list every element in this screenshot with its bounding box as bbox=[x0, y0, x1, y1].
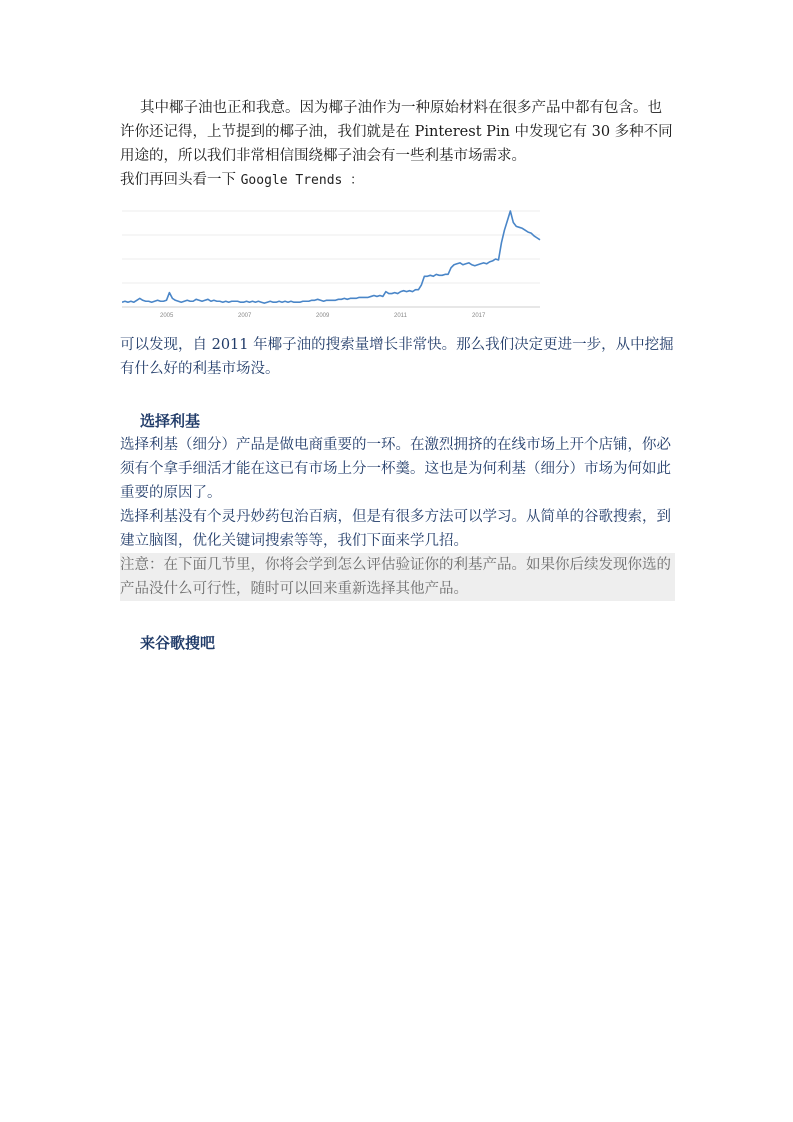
x-tick-label: 2011 bbox=[394, 313, 407, 319]
choose-niche-paragraph-1: 选择利基（细分）产品是做电商重要的一环。在激烈拥挤的在线市场上开个店铺，你必须有个拿手细活才能在这已有市场上分一杯羹。这也是为何利基（细分）市场为何如此重要的原因了。 bbox=[120, 437, 671, 501]
section-heading-google-search: 来谷歌搜吧 bbox=[140, 634, 216, 652]
intro-paragraph: 其中椰子油也正和我意。因为椰子油作为一种原始材料在很多产品中都有包含。也许你还记得，上节提到的椰子油，我们就是在 Pinterest Pin 中发现它有 30 多种不同用途的，所以我们非常相信围绕椰子油会有一些利基市场需求。 bbox=[120, 100, 673, 164]
x-tick-label: 2005 bbox=[160, 313, 174, 319]
series-line bbox=[122, 211, 540, 303]
x-tick-label: 2009 bbox=[316, 313, 330, 319]
trend-conclusion-paragraph: 可以发现，自 2011 年椰子油的搜索量增长非常快。那么我们决定更进一步，从中挖掘有什么好的利基市场没。 bbox=[120, 337, 674, 377]
choose-niche-paragraph-2: 选择利基没有个灵丹妙药包治百病，但是有很多方法可以学习。从简单的谷歌搜索，到建立脑图，优化关键词搜索等等，我们下面来学几招。 bbox=[120, 509, 671, 549]
google-trends-prefix: 我们再回头看一下 bbox=[120, 172, 241, 188]
google-trends-suffix: ： bbox=[342, 173, 364, 188]
google-trends-code: Google Trends bbox=[240, 173, 343, 188]
section-heading-choose-niche: 选择利基 bbox=[140, 412, 201, 430]
chart-x-ticks bbox=[160, 313, 486, 319]
google-trends-line bbox=[120, 168, 675, 193]
document-page bbox=[120, 96, 675, 655]
chart-grid bbox=[122, 211, 540, 307]
note-callout: 注意：在下面几节里，你将会学到怎么评估验证你的利基产品。如果你后续发现你选的产品没什么可行性，随时可以回来重新选择其他产品。 bbox=[120, 553, 675, 601]
trend-chart-svg bbox=[122, 207, 542, 323]
x-tick-label: 2017 bbox=[472, 313, 486, 319]
google-trends-chart bbox=[122, 207, 542, 323]
x-tick-label: 2007 bbox=[238, 313, 252, 319]
chart-series bbox=[122, 211, 540, 303]
